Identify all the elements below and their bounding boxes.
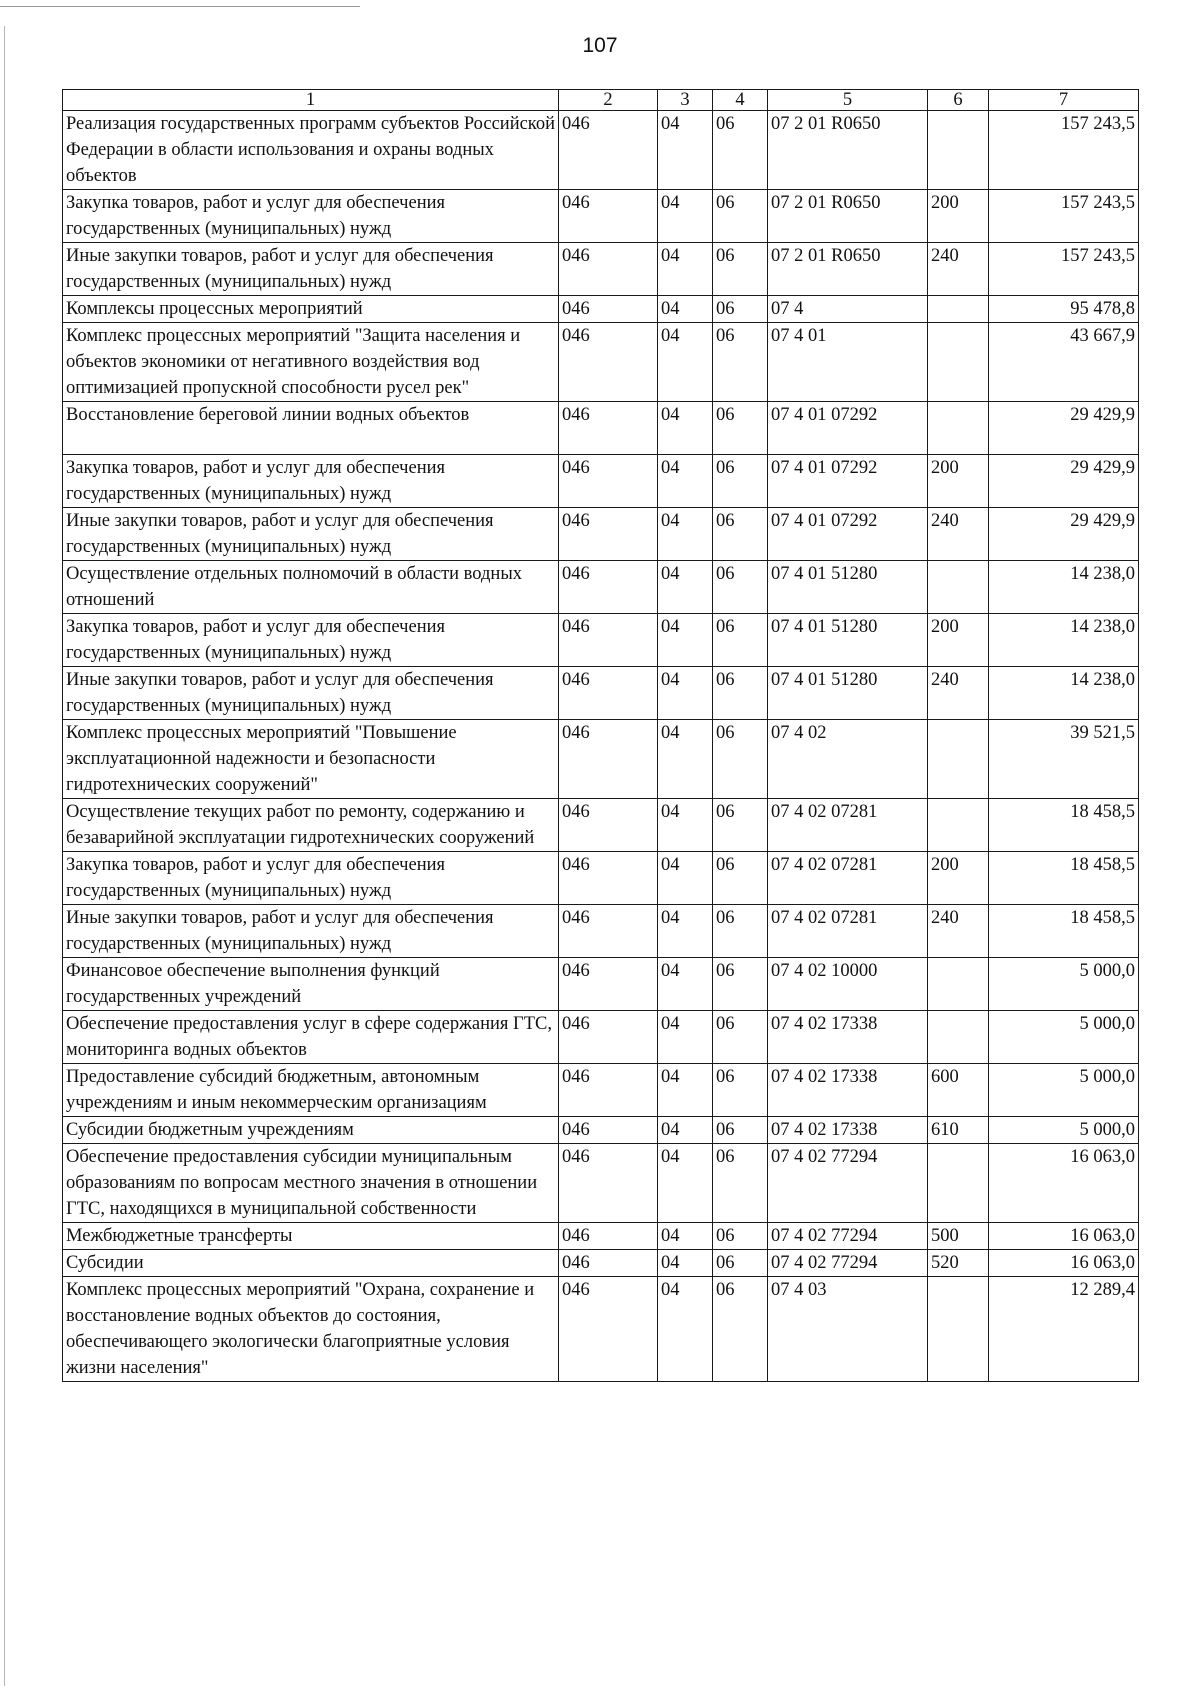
- row-target-article: 07 4 02 17338: [768, 1064, 928, 1117]
- row-section: 04: [658, 296, 713, 323]
- row-expense-type: 500: [928, 1223, 989, 1250]
- row-subsection: 06: [713, 720, 768, 799]
- row-expense-type: 200: [928, 190, 989, 243]
- row-admin-code: 046: [559, 1011, 658, 1064]
- row-amount: 16 063,0: [989, 1223, 1139, 1250]
- row-amount: 157 243,5: [989, 190, 1139, 243]
- row-target-article: 07 4 02 17338: [768, 1117, 928, 1144]
- table-row: [63, 905, 1139, 958]
- row-amount: 5 000,0: [989, 1117, 1139, 1144]
- row-subsection: 06: [713, 958, 768, 1011]
- row-name: Комплекс процессных мероприятий "Повышение эксплуатационной надежности и безопасности гидротехнических сооружений": [63, 720, 559, 799]
- header-col-1: 1: [63, 90, 559, 111]
- table-row: [63, 852, 1139, 905]
- row-amount: 95 478,8: [989, 296, 1139, 323]
- header-col-3: 3: [658, 90, 713, 111]
- row-name: Осуществление отдельных полномочий в области водных отношений: [63, 561, 559, 614]
- row-name: Осуществление текущих работ по ремонту, содержанию и безаварийной эксплуатации гидротехнических сооружений: [63, 799, 559, 852]
- row-target-article: 07 2 01 R0650: [768, 243, 928, 296]
- table-body: [63, 111, 1139, 1382]
- row-admin-code: 046: [559, 958, 658, 1011]
- row-section: 04: [658, 852, 713, 905]
- row-section: 04: [658, 1223, 713, 1250]
- row-amount: 14 238,0: [989, 667, 1139, 720]
- table-row: [63, 296, 1139, 323]
- row-admin-code: 046: [559, 1117, 658, 1144]
- row-section: 04: [658, 1250, 713, 1277]
- row-subsection: 06: [713, 561, 768, 614]
- row-subsection: 06: [713, 190, 768, 243]
- row-expense-type: [928, 111, 989, 190]
- row-target-article: 07 4 02 17338: [768, 1011, 928, 1064]
- table-row: [63, 1064, 1139, 1117]
- row-amount: 18 458,5: [989, 799, 1139, 852]
- row-target-article: 07 4 01 07292: [768, 455, 928, 508]
- row-amount: 5 000,0: [989, 958, 1139, 1011]
- row-name: Восстановление береговой линии водных объектов: [63, 402, 559, 455]
- row-target-article: 07 4 02 07281: [768, 905, 928, 958]
- row-admin-code: 046: [559, 614, 658, 667]
- row-admin-code: 046: [559, 323, 658, 402]
- row-amount: 18 458,5: [989, 905, 1139, 958]
- row-name: Реализация государственных программ субъектов Российской Федерации в области использования и охраны водных объектов: [63, 111, 559, 190]
- row-subsection: 06: [713, 905, 768, 958]
- row-subsection: 06: [713, 111, 768, 190]
- table-row: [63, 508, 1139, 561]
- row-subsection: 06: [713, 1064, 768, 1117]
- row-section: 04: [658, 1064, 713, 1117]
- row-target-article: 07 4 02 77294: [768, 1223, 928, 1250]
- row-subsection: 06: [713, 1011, 768, 1064]
- row-admin-code: 046: [559, 667, 658, 720]
- row-expense-type: [928, 1277, 989, 1382]
- row-expense-type: [928, 720, 989, 799]
- row-subsection: 06: [713, 1223, 768, 1250]
- row-target-article: 07 4 01 51280: [768, 561, 928, 614]
- table-row: [63, 1277, 1139, 1382]
- row-section: 04: [658, 323, 713, 402]
- row-name: Иные закупки товаров, работ и услуг для обеспечения государственных (муниципальных) нужд: [63, 243, 559, 296]
- row-amount: 12 289,4: [989, 1277, 1139, 1382]
- row-name: Комплекс процессных мероприятий "Защита населения и объектов экономики от негативного воздействия вод оптимизацией пропускной способности русел рек": [63, 323, 559, 402]
- row-expense-type: [928, 402, 989, 455]
- row-expense-type: 600: [928, 1064, 989, 1117]
- row-amount: 5 000,0: [989, 1011, 1139, 1064]
- scan-edge-left: [4, 26, 5, 1686]
- row-name: Обеспечение предоставления услуг в сфере содержания ГТС, мониторинга водных объектов: [63, 1011, 559, 1064]
- table-row: [63, 799, 1139, 852]
- row-subsection: 06: [713, 1277, 768, 1382]
- row-target-article: 07 4: [768, 296, 928, 323]
- row-section: 04: [658, 1144, 713, 1223]
- row-expense-type: [928, 958, 989, 1011]
- row-admin-code: 046: [559, 508, 658, 561]
- row-subsection: 06: [713, 508, 768, 561]
- row-amount: 5 000,0: [989, 1064, 1139, 1117]
- row-admin-code: 046: [559, 720, 658, 799]
- row-subsection: 06: [713, 1144, 768, 1223]
- table-row: [63, 667, 1139, 720]
- row-admin-code: 046: [559, 852, 658, 905]
- row-expense-type: 240: [928, 667, 989, 720]
- row-expense-type: 610: [928, 1117, 989, 1144]
- row-name: Закупка товаров, работ и услуг для обеспечения государственных (муниципальных) нужд: [63, 190, 559, 243]
- row-admin-code: 046: [559, 190, 658, 243]
- row-name: Закупка товаров, работ и услуг для обеспечения государственных (муниципальных) нужд: [63, 455, 559, 508]
- row-name: Межбюджетные трансферты: [63, 1223, 559, 1250]
- row-amount: 157 243,5: [989, 111, 1139, 190]
- header-row: [63, 90, 1139, 111]
- row-admin-code: 046: [559, 455, 658, 508]
- row-section: 04: [658, 958, 713, 1011]
- scan-edge-top: [0, 6, 360, 7]
- row-subsection: 06: [713, 614, 768, 667]
- table-row: [63, 720, 1139, 799]
- row-section: 04: [658, 243, 713, 296]
- table-row: [63, 561, 1139, 614]
- row-target-article: 07 4 01 07292: [768, 402, 928, 455]
- row-target-article: 07 2 01 R0650: [768, 111, 928, 190]
- row-admin-code: 046: [559, 1250, 658, 1277]
- row-section: 04: [658, 1011, 713, 1064]
- row-section: 04: [658, 561, 713, 614]
- row-subsection: 06: [713, 455, 768, 508]
- row-expense-type: [928, 799, 989, 852]
- row-admin-code: 046: [559, 905, 658, 958]
- row-name: Комплекс процессных мероприятий "Охрана, сохранение и восстановление водных объектов до состояния, обеспечивающего экологически благоприятные условия жизни населения": [63, 1277, 559, 1382]
- row-section: 04: [658, 455, 713, 508]
- row-subsection: 06: [713, 402, 768, 455]
- row-name: Иные закупки товаров, работ и услуг для обеспечения государственных (муниципальных) нужд: [63, 667, 559, 720]
- row-expense-type: 240: [928, 905, 989, 958]
- row-section: 04: [658, 614, 713, 667]
- table-row: [63, 455, 1139, 508]
- row-admin-code: 046: [559, 1144, 658, 1223]
- table-row: [63, 190, 1139, 243]
- row-section: 04: [658, 905, 713, 958]
- header-col-7: 7: [989, 90, 1139, 111]
- budget-table: [62, 89, 1139, 1382]
- row-target-article: 07 4 02 77294: [768, 1250, 928, 1277]
- row-target-article: 07 4 02: [768, 720, 928, 799]
- row-subsection: 06: [713, 323, 768, 402]
- header-col-6: 6: [928, 90, 989, 111]
- row-subsection: 06: [713, 667, 768, 720]
- row-target-article: 07 4 01: [768, 323, 928, 402]
- row-target-article: 07 2 01 R0650: [768, 190, 928, 243]
- row-section: 04: [658, 1277, 713, 1382]
- row-admin-code: 046: [559, 402, 658, 455]
- row-admin-code: 046: [559, 1064, 658, 1117]
- row-amount: 39 521,5: [989, 720, 1139, 799]
- row-target-article: 07 4 02 77294: [768, 1144, 928, 1223]
- table-row: [63, 1117, 1139, 1144]
- row-section: 04: [658, 111, 713, 190]
- row-subsection: 06: [713, 296, 768, 323]
- row-amount: 157 243,5: [989, 243, 1139, 296]
- row-expense-type: 200: [928, 614, 989, 667]
- row-subsection: 06: [713, 1117, 768, 1144]
- row-section: 04: [658, 720, 713, 799]
- row-expense-type: 520: [928, 1250, 989, 1277]
- header-col-2: 2: [559, 90, 658, 111]
- row-amount: 29 429,9: [989, 508, 1139, 561]
- row-expense-type: [928, 1144, 989, 1223]
- row-target-article: 07 4 01 51280: [768, 667, 928, 720]
- table-row: [63, 243, 1139, 296]
- row-expense-type: [928, 1011, 989, 1064]
- table-row: [63, 323, 1139, 402]
- row-subsection: 06: [713, 799, 768, 852]
- row-target-article: 07 4 03: [768, 1277, 928, 1382]
- row-admin-code: 046: [559, 296, 658, 323]
- row-admin-code: 046: [559, 243, 658, 296]
- table-row: [63, 1144, 1139, 1223]
- table-row: [63, 402, 1139, 455]
- row-section: 04: [658, 799, 713, 852]
- row-admin-code: 046: [559, 561, 658, 614]
- row-expense-type: [928, 561, 989, 614]
- row-amount: 43 667,9: [989, 323, 1139, 402]
- row-subsection: 06: [713, 852, 768, 905]
- row-name: Финансовое обеспечение выполнения функций государственных учреждений: [63, 958, 559, 1011]
- row-name: Закупка товаров, работ и услуг для обеспечения государственных (муниципальных) нужд: [63, 614, 559, 667]
- row-name: Иные закупки товаров, работ и услуг для обеспечения государственных (муниципальных) нужд: [63, 905, 559, 958]
- row-section: 04: [658, 190, 713, 243]
- row-expense-type: 240: [928, 508, 989, 561]
- row-admin-code: 046: [559, 1277, 658, 1382]
- row-name: Субсидии бюджетным учреждениям: [63, 1117, 559, 1144]
- row-amount: 14 238,0: [989, 561, 1139, 614]
- row-name: Комплексы процессных мероприятий: [63, 296, 559, 323]
- row-expense-type: 200: [928, 455, 989, 508]
- row-name: Субсидии: [63, 1250, 559, 1277]
- row-section: 04: [658, 1117, 713, 1144]
- page-number: 107: [582, 34, 618, 57]
- row-admin-code: 046: [559, 111, 658, 190]
- row-amount: 16 063,0: [989, 1250, 1139, 1277]
- row-section: 04: [658, 667, 713, 720]
- row-name: Предоставление субсидий бюджетным, автономным учреждениям и иным некоммерческим организациям: [63, 1064, 559, 1117]
- row-target-article: 07 4 01 07292: [768, 508, 928, 561]
- table-row: [63, 614, 1139, 667]
- row-target-article: 07 4 01 51280: [768, 614, 928, 667]
- row-amount: 29 429,9: [989, 455, 1139, 508]
- row-target-article: 07 4 02 07281: [768, 799, 928, 852]
- row-section: 04: [658, 508, 713, 561]
- row-expense-type: 240: [928, 243, 989, 296]
- row-expense-type: [928, 296, 989, 323]
- row-amount: 16 063,0: [989, 1144, 1139, 1223]
- table-row: [63, 958, 1139, 1011]
- header-col-5: 5: [768, 90, 928, 111]
- row-subsection: 06: [713, 1250, 768, 1277]
- row-admin-code: 046: [559, 799, 658, 852]
- row-expense-type: [928, 323, 989, 402]
- row-name: Закупка товаров, работ и услуг для обеспечения государственных (муниципальных) нужд: [63, 852, 559, 905]
- header-col-4: 4: [713, 90, 768, 111]
- row-amount: 29 429,9: [989, 402, 1139, 455]
- row-name: Обеспечение предоставления субсидии муниципальным образованиям по вопросам местного значения в отношении ГТС, находящихся в муниципальной собственности: [63, 1144, 559, 1223]
- table-row: [63, 111, 1139, 190]
- table-row: [63, 1223, 1139, 1250]
- row-admin-code: 046: [559, 1223, 658, 1250]
- row-amount: 18 458,5: [989, 852, 1139, 905]
- table-row: [63, 1011, 1139, 1064]
- table-row: [63, 1250, 1139, 1277]
- row-target-article: 07 4 02 10000: [768, 958, 928, 1011]
- row-section: 04: [658, 402, 713, 455]
- row-subsection: 06: [713, 243, 768, 296]
- row-expense-type: 200: [928, 852, 989, 905]
- row-name: Иные закупки товаров, работ и услуг для обеспечения государственных (муниципальных) нужд: [63, 508, 559, 561]
- row-amount: 14 238,0: [989, 614, 1139, 667]
- row-target-article: 07 4 02 07281: [768, 852, 928, 905]
